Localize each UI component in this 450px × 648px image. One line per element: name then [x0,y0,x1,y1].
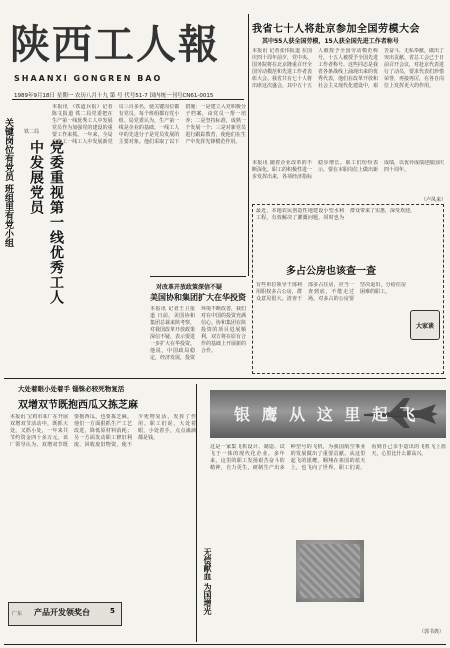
right-col-body: 本报讯 随着企业改革的不断深化，职工的积极性进一步发挥出来，各项经济指标稳步增长。职工们纷纷表示，要在本职岗位上做出新成绩，以优异成绩迎接国庆四十周年。 [252,160,444,180]
bottom-left-body: 本报讯 宝鸡市某厂在开展双增双节活动中，既抓大处，又抓小处，一年来共节约资金四十多万元。该厂领导认为，双增双节既要抱西瓜，也要拣芝麻。他们一方面狠抓生产工艺改进，降低原材料消耗；另一方面发动职工修旧利废，回收废旧物资，使不少死物复活，发挥了作用。职工们说，大处着眼，小处着手，点点滴滴都是钱。 [10,414,196,448]
middle-story-subhead: 美国协和集团扩大在华投资 [150,293,246,302]
left-lead-headline: 党委重视第一线优秀工人中发展党员 [28,140,64,305]
middle-story-body: 本报讯 记者王卫报道 日前，美国协和集团总裁来陕考察，对我国改革开放政策深信不疑，表示要进一步扩大在华投资。他说，中国政局稳定，经济发展，投资环境不断改善，我们对在中国的投资充满信心。协和集团在陕投资的项目进展顺利，双方将在原有合作的基础上开展新的合作。 [150,306,246,361]
publication-info: 1989年9月18日 星期一 农历八月十九 第 号 代号51-7 国内统一刊号CN61-0015 [14,93,214,99]
sub-feature-number: 5 [110,607,115,615]
sub-feature-title: 产品开发领奖台 [34,608,90,617]
left-lead-kicker: 关键岗位有党员 班组里有党小组 [3,118,13,248]
bottom-column-divider [196,384,197,642]
feature-photo-texture [300,544,360,598]
feature-photo [296,540,364,602]
top-right-subhead: 其中55人获全国劳模，15人获全国先进工作者称号 [262,38,399,45]
page-bottom-rule [4,644,446,645]
commentary-body: 有些单位领导干部利用职权多占公房，群众意见很大。清查干部多占住房，应当一查到底，不能走过场。对多占的公房要坚决退出，分给住房困难的职工。 [256,282,406,302]
left-lead-side-label: 铁二局 [24,129,40,135]
feature-banner-title: 银 鹰 从 这 里 起 飞 [234,405,419,424]
commentary-badge [410,310,440,340]
feature-body: 这是一家集飞机设计、制造、试飞于一体的现代化企业。多年来，这里的职工发扬艰苦奋斗的精神，自力更生，研制生产出多种型号的飞机，为我国航空事业的发展做出了重要贡献。从这里起飞的银鹰，翱翔在祖国的蓝天上，也飞向了世界。职工们说，看到自己亲手造出的飞机飞上蓝天，心里比什么都高兴。 [210,444,446,471]
feature-signature: （郭书典） [418,629,444,635]
left-lead-body: 本报讯 《铁道兵报》记者陈文报道 铁二局党委把在生产第一线优秀工人中发展党员作为加强党的建设的重要工作来抓。一年来，全局在施工一线工人中发展新党员三百多名，使关键岗位都有党员，每个班组都有党小组。局党委认为，生产第一线是企业的基础，一线工人中的先进分子是党员发展的主要对象。他们采取了以下措施：一是建立入党积极分子档案，由党员一帮一培养；二是坚持标准，成熟一个发展一个；三是对新党员进行跟踪教育，使他们在生产中发挥先锋模范作用。 [52,104,246,145]
masthead-title: 陕西工人報 [10,21,220,68]
middle-story-headline: 对改革开放政策深信不疑 [156,284,223,291]
masthead-pinyin: SHAANXI GONGREN BAO [14,74,163,83]
lower-section-rule [4,378,446,379]
masthead-rule [12,99,244,100]
top-right-body: 本报讯 记者张伟报道 在国庆四十周年前夕，党中央、国务院将在北京隆重召开全国劳动模范和先进工作者表彰大会。我省共有七十人将出席这次盛会，其中五十五人被授予全国劳动模范称号，十五人被授予全国先进工作者称号。这些同志是我省各条战线上涌现出来的优秀代表，他们在改革开放和社会主义现代化建设中，艰苦奋斗，无私奉献，做出了突出贡献。省总工会已于日前召开会议，对赴京代表进行了动员，要求代表们珍惜荣誉，再接再厉，在各自岗位上发挥更大的作用。 [252,48,444,89]
masthead [10,20,230,70]
bottom-sidebar-headline: 无偿献血 为国增光 [203,548,212,615]
middle-story-rule [150,276,246,277]
bottom-left-kicker: 大处着眼小处着手 锱铢必较死物复活 [18,385,125,393]
commentary-headline: 多占公房也该查一查 [286,266,376,277]
sub-feature-prefix: 广东 [12,611,23,617]
commentary-badge-label: 大家谈 [415,322,434,330]
column-divider-top [248,14,249,276]
right-col-signature: （卢凤来） [420,197,446,203]
feature-banner [210,390,446,438]
top-right-headline: 我省七十人将赴京参加全国劳模大会 [252,24,420,35]
bottom-left-headline: 双增双节既抱西瓜又拣芝麻 [18,400,138,411]
commentary-intro: 最近，本地农民创造性地建设小型水利工程，有效解决了灌溉问题，同时也为群众带来了实惠，深受欢迎。 [256,208,416,221]
